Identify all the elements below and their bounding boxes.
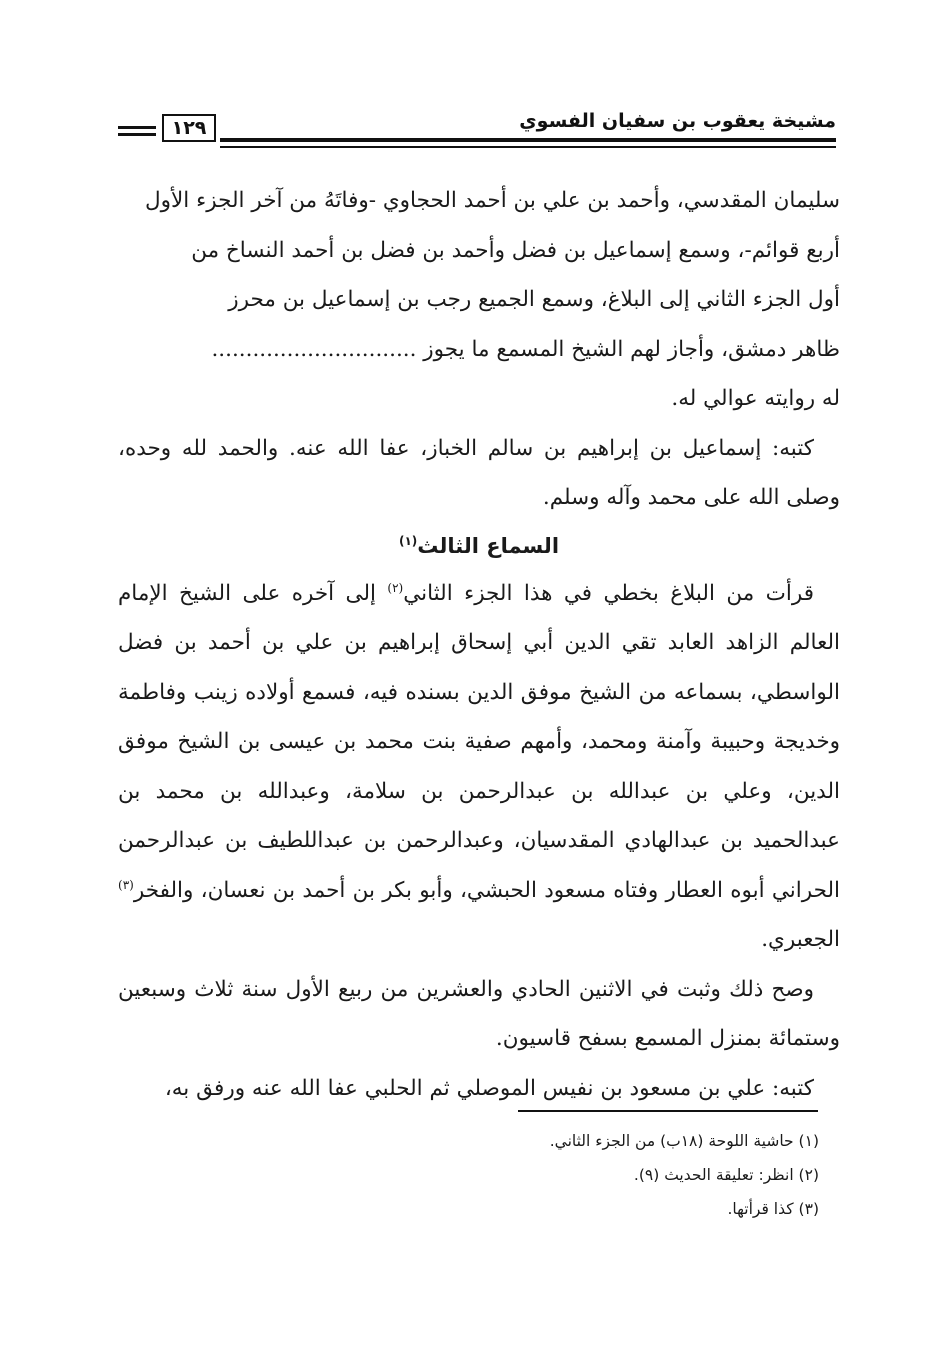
footnote-marker-2: (٢) bbox=[387, 580, 404, 595]
paragraph-1-line-2: أربع قوائم-، وسمع إسماعيل بن فضل وأحمد بن فضل بن أحمد النساخ من bbox=[191, 237, 840, 263]
paragraph-1-line-4: ظاهر دمشق، وأجاز لهم الشيخ المسمع ما يجوز .............................. bbox=[211, 336, 840, 362]
paragraph-2: كتبه: إسماعيل بن إبراهيم بن سالم الخباز، عفا الله عنه. والحمد لله وحده، وصلى الله على محمد وآله وسلم. bbox=[118, 435, 840, 510]
main-text bbox=[118, 176, 840, 1113]
section-heading-text: السماع الثالث bbox=[417, 533, 560, 558]
paragraph-1-line-5: له روايته عوالي له. bbox=[671, 386, 840, 411]
page-number: ١٢٩ bbox=[162, 114, 216, 142]
section-heading bbox=[118, 523, 840, 569]
footnote-3: (٣) كذا قرأتها. bbox=[727, 1200, 819, 1218]
paragraph-3-part-c: الجعبري. bbox=[761, 927, 840, 952]
paragraph-3-part-b: إلى آخره على الشيخ الإمام العالم الزاهد العابد تقي الدين أبي إسحاق إبراهيم بن علي بن أحمد بن فضل الواسطي، بسماعه من الشيخ موفق الدين بسنده فيه، فسمع أولاده زينب وفاطمة وخديجة وحبيبة وآمنة ومحمد، وأمهم صفية بنت محمد بن عيسى بن الشيخ موفق الدين، وعلي بن عبدالله بن عبدالرحمن بن سلامة، وعبدالله بن محمد بن عبدالحميد بن عبدالهادي المقدسيان، وعبدالرحمن بن عبداللطيف بن عبدالرحمن الحراني أبوه العطار وفتاه مسعود الحبشي، وأبو بكر بن أحمد بن نعسان، والفخر bbox=[118, 580, 840, 903]
header-rule-thin bbox=[220, 146, 836, 148]
header-title: مشيخة يعقوب بن سفيان الفسوي bbox=[519, 110, 836, 132]
footnote-marker-3: (٣) bbox=[118, 877, 134, 892]
header-rule-left-bottom bbox=[118, 133, 156, 136]
footnote-separator bbox=[518, 1110, 818, 1112]
footnotes bbox=[319, 1124, 819, 1226]
footnote-marker-1: (١) bbox=[398, 533, 418, 548]
paragraph-1-line-3: أول الجزء الثاني إلى البلاغ، وسمع الجميع رجب بن إسماعيل بن محرز bbox=[228, 287, 840, 312]
paragraph-5: كتبه: علي بن مسعود بن نفيس الموصلي ثم الحلبي عفا الله عنه ورفق به، bbox=[164, 1075, 814, 1101]
paragraph-3-part-a: قرأت من البلاغ بخطي في هذا الجزء الثاني bbox=[403, 580, 814, 606]
running-header bbox=[118, 108, 836, 154]
paragraph-4: وصح ذلك وثبت في الاثنين الحادي والعشرين من ربيع الأول سنة ثلاث وسبعين وستمائة بمنزل المسمع بسفح قاسيون. bbox=[118, 976, 840, 1051]
header-rule-thick bbox=[220, 138, 836, 142]
footnote-2: (٢) انظر: تعليقة الحديث (٩). bbox=[633, 1166, 819, 1184]
header-rule-left-top bbox=[118, 126, 156, 129]
paragraph-1-line-1: سليمان المقدسي، وأحمد بن علي بن أحمد الحجاوي -وفاتَهُ من آخر الجزء الأول bbox=[145, 188, 840, 213]
paragraph-3 bbox=[118, 569, 840, 965]
footnote-1: (١) حاشية اللوحة (١٨ب) من الجزء الثاني. bbox=[549, 1132, 819, 1150]
